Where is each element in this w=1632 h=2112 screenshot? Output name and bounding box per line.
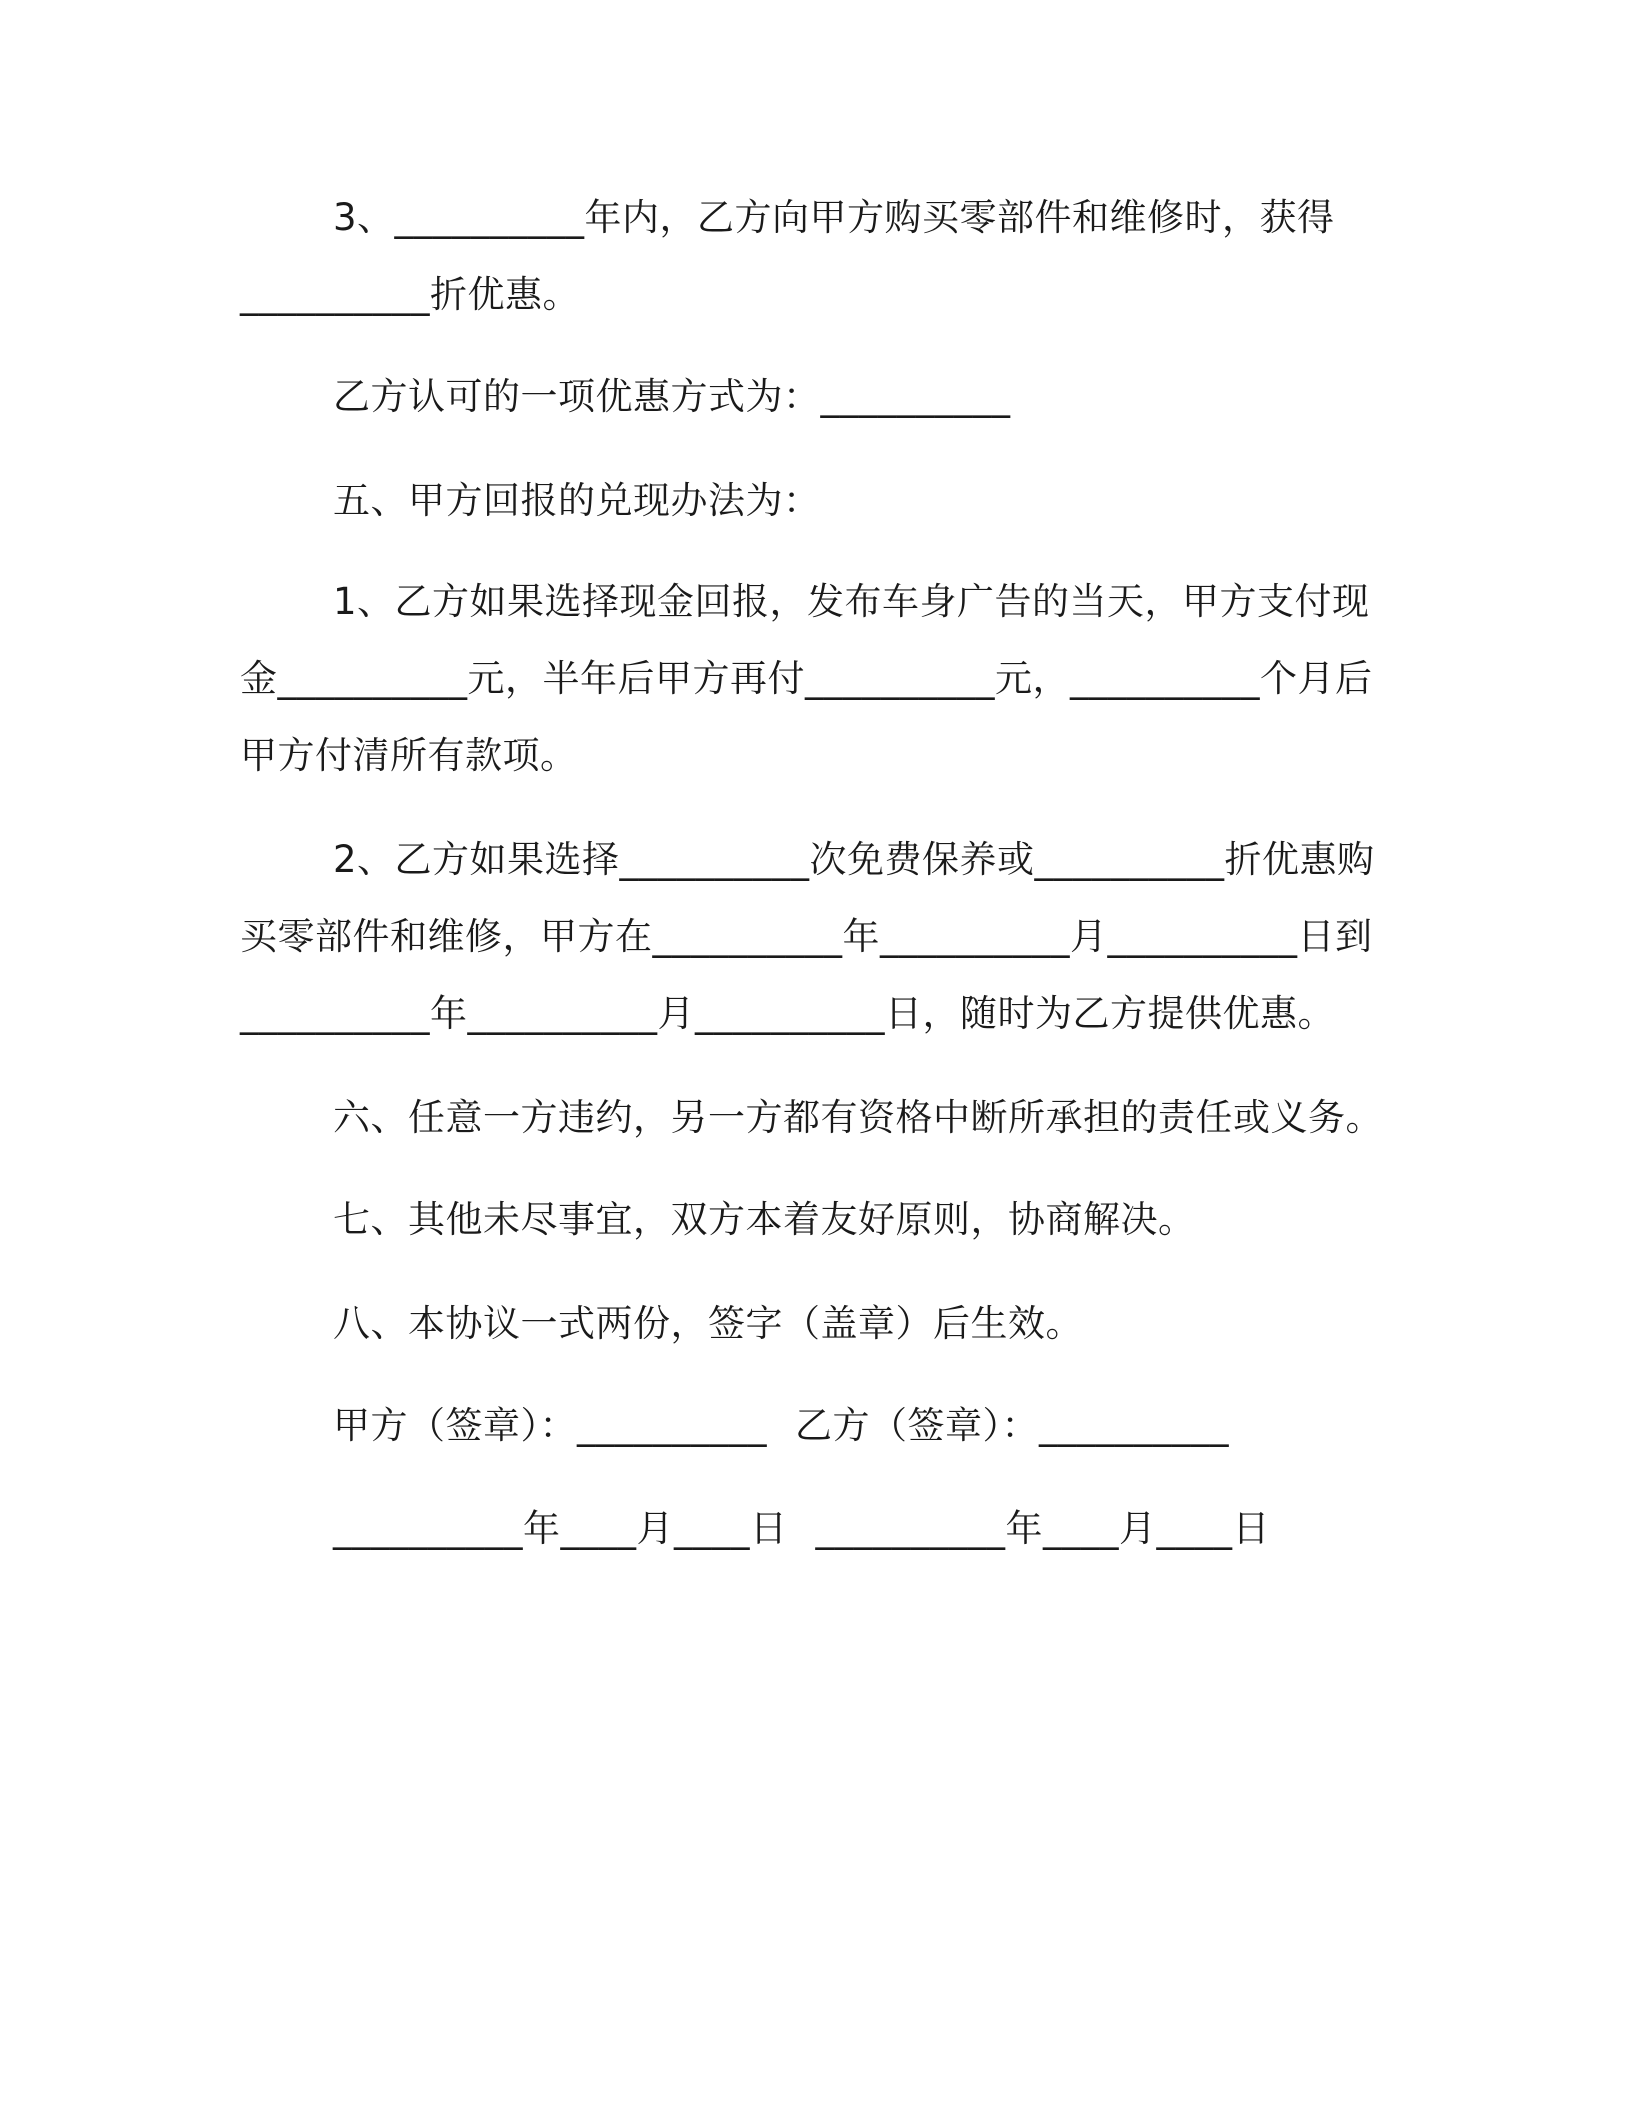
date-row — [0, 1507, 1632, 1551]
party-a-signature: 甲方（签章）：__________ — [333, 1404, 767, 1447]
clause-5-2-line-2: 买零部件和维修，甲方在__________年__________月__________日到 — [240, 915, 1373, 958]
clause-5-1-line-2: 金__________元，半年后甲方再付__________元，__________个月后 — [240, 657, 1373, 700]
section-8: 八、本协议一式两份，签字（盖章）后生效。 — [333, 1302, 1083, 1345]
section-7: 七、其他未尽事宜，双方本着友好原则，协商解决。 — [333, 1198, 1196, 1241]
discount-method-line: 乙方认可的一项优惠方式为：__________ — [333, 375, 1011, 418]
clause-5-2-line-1: 2、乙方如果选择__________次免费保养或__________折优惠购 — [333, 838, 1375, 881]
clause-3-line-1: 3、__________年内，乙方向甲方购买零部件和维修时，获得 — [333, 196, 1335, 239]
section-6: 六、任意一方违约，另一方都有资格中断所承担的责任或义务。 — [333, 1096, 1383, 1139]
section-5-heading: 五、甲方回报的兑现办法为： — [333, 479, 821, 522]
signature-row — [0, 1404, 1632, 1448]
clause-5-1-line-1: 1、乙方如果选择现金回报，发布车身广告的当天，甲方支付现 — [333, 580, 1370, 623]
party-b-date: __________年____月____日 — [815, 1507, 1270, 1550]
party-b-signature: 乙方（签章）：__________ — [795, 1404, 1229, 1447]
clause-5-2-line-3: __________年__________月__________日，随时为乙方提供优惠。 — [240, 992, 1335, 1035]
party-a-date: __________年____月____日 — [333, 1507, 788, 1550]
clause-5-1-line-3: 甲方付清所有款项。 — [240, 734, 578, 777]
clause-3-line-2: __________折优惠。 — [240, 273, 580, 316]
